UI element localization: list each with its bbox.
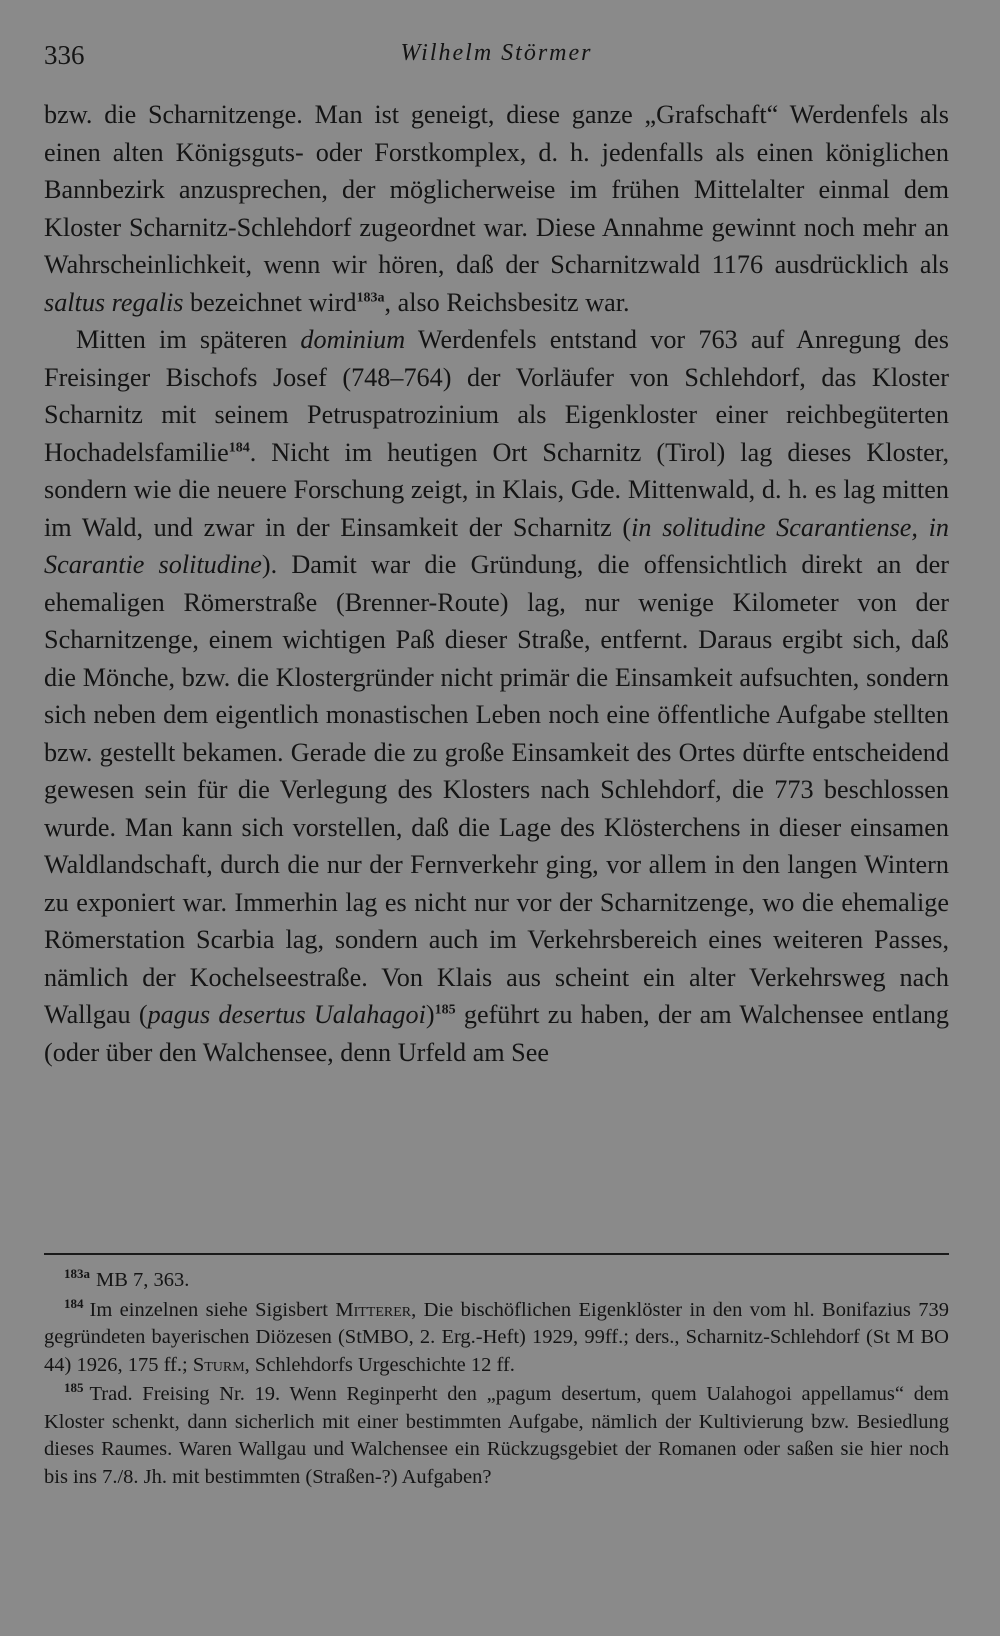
italic-run: dominium: [300, 325, 406, 354]
author-name: Mitterer: [335, 1298, 412, 1321]
italic-run: pagus desertus Ualahagoi: [147, 1000, 426, 1029]
footnote-text: MB 7, 363.: [96, 1269, 190, 1291]
footnote-mark: 184: [64, 1295, 84, 1311]
page-number: 336: [44, 40, 85, 70]
footnote-mark: 185: [64, 1380, 84, 1396]
author-name: Sturm: [192, 1353, 245, 1376]
paragraph-2: [44, 321, 949, 1071]
text-run: Werdenfels entstand vor 763 auf Anregung des Freisinger Bischofs Josef (748–764) der Vorläufer von Schlehdorf, das Kloster Scharnitz mit seinem Petruspatrozinium als Eigenkloster einer reichbegüterten Hochadelsfamilie: [44, 325, 949, 467]
footnote-text: , Schlehdorfs Urgeschichte 12 ff.: [244, 1353, 515, 1376]
page-header: [44, 36, 949, 76]
footnote-text: Trad. Freising Nr. 19. Wenn Reginperht den „pagum desertum, quem Ualahogoi appellamus“ dem Kloster schenkt, dann sicherlich mit einer bestimmten Aufgabe, nämlich der Kultivierung bzw. Besiedlung dieses Raumes. Waren Wallgau und Walchensee ein Rückzugsgebiet der Romanen oder saßen sie hier noch bis ins 7./8. Jh. mit bestimmten (Straßen-?) Aufgaben?: [44, 1383, 949, 1488]
footnote-ref-184: 184: [228, 439, 250, 455]
italic-run: saltus regalis: [44, 287, 184, 317]
footnote-ref-183a: 183a: [356, 289, 385, 305]
text-run: bzw. die Scharnitzenge. Man ist geneigt, diese ganze „Grafschaft“ Werdenfels als einen alten Königsguts- oder Forstkomplex, d. h. jedenfalls als einen königlichen Bannbezirk anzusprechen, der möglicherweise im frühen Mittelalter einmal dem Kloster Scharnitz-Schlehdorf zugeordnet war. Diese Annahme gewinnt noch mehr an Wahrscheinlichkeit, wenn wir hören, daß der Scharnitzwald 1176 ausdrücklich als: [44, 100, 949, 279]
text-run: . Nicht im heutigen Ort Scharnitz (Tirol) lag dieses Kloster, sondern wie die neuere Forschung zeigt, in Klais, Gde. Mittenwald, d. h. es lag mitten im Wald, und zwar in der Einsamkeit der Scharnitz (: [44, 437, 949, 542]
text-run: , also Reichsbesitz war.: [384, 287, 630, 317]
footnote-185: [44, 1381, 949, 1491]
running-head: Wilhelm Störmer: [400, 40, 593, 66]
footnote-183a: [44, 1267, 949, 1295]
text-run: Mitten im späteren: [76, 325, 301, 354]
footnotes: [44, 1267, 949, 1493]
body-text: [44, 96, 949, 1071]
footnote-divider: [44, 1253, 949, 1255]
footnote-text: Im einzelnen siehe Sigisbert: [89, 1298, 336, 1321]
footnote-mark: 183a: [64, 1266, 90, 1282]
footnote-text: , Die bischöflichen Eigenklöster in den vom hl. Bonifazius 739 gegründeten bayerischen Diözesen (StMBO, 2. Erg.-Heft) 1929, 99ff.; ders., Scharnitz-Schlehdorf (St M BO 44) 1926, 175 ff.;: [44, 1298, 949, 1376]
footnote-ref-185: 185: [434, 1002, 456, 1018]
italic-run: in solitudine Scarantiense, in Scarantie solitudine: [44, 512, 949, 579]
text-run: geführt zu haben, der am Walchensee entlang (oder über den Walchensee, denn Urfeld am See: [44, 1000, 950, 1067]
text-run: bezeichnet wird: [183, 287, 357, 317]
text-run: ): [425, 1000, 435, 1029]
footnote-184: [44, 1297, 949, 1380]
text-run: ). Damit war die Gründung, die offensichtlich direkt an der ehemaligen Römerstraße (Brenner-Route) lag, nur wenige Kilometer von der Scharnitzenge, einem wichtigen Paß dieser Straße, entfernt. Daraus ergibt sich, daß die Mönche, bzw. die Klostergründer nicht primär die Einsamkeit aufsuchten, sondern sich neben dem eigentlich monastischen Leben noch eine öffentliche Aufgabe stellten bzw. gestellt bekamen. Gerade die zu große Einsamkeit des Ortes dürfte entscheidend gewesen sein für die Verlegung des Klosters nach Schlehdorf, die 773 beschlossen wurde. Man kann sich vorstellen, daß die Lage des Klösterchens in dieser einsamen Waldlandschaft, durch die nur der Fernverkehr ging, vor allem in den langen Wintern zu exponiert war. Immerhin lag es nicht nur vor der Scharnitzenge, wo die ehemalige Römerstation Scarbia lag, sondern auch im Verkehrsbereich eines weiteren Passes, nämlich der Kochelseestraße. Von Klais aus scheint ein alter Verkehrsweg nach Wallgau (: [44, 550, 949, 1029]
paragraph-1: [44, 96, 949, 321]
